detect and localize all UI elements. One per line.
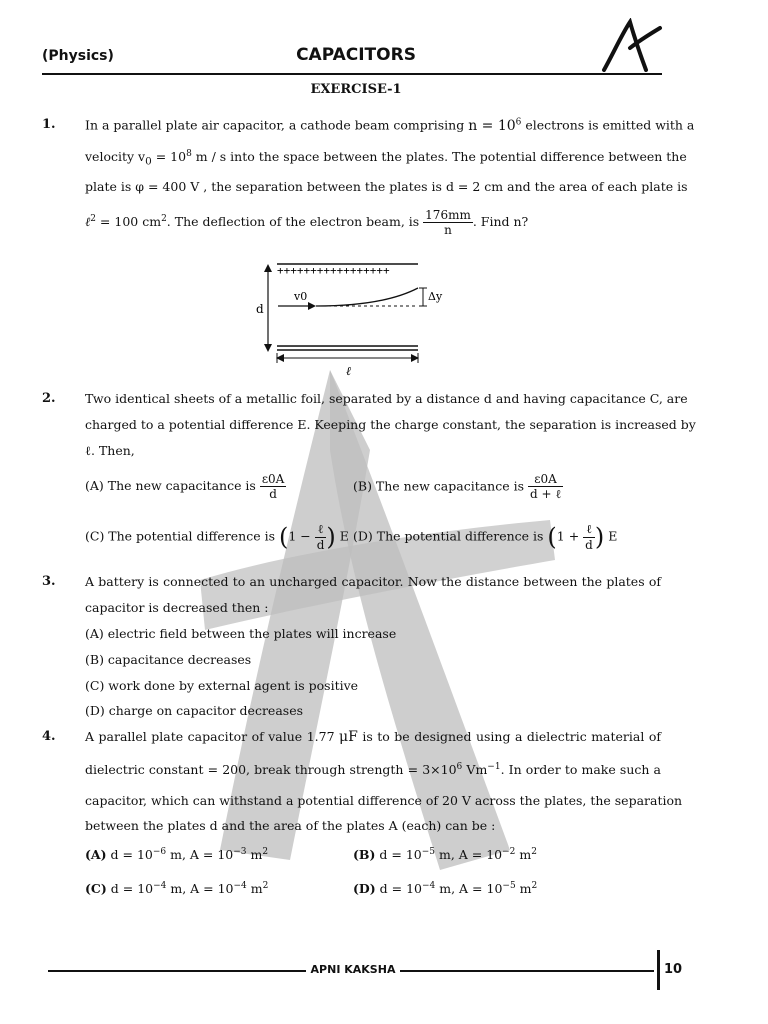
length-label: ℓ <box>346 364 351 378</box>
question-number: 2. <box>42 391 56 406</box>
capacitor-figure <box>250 258 450 378</box>
q4-line-2: dielectric constant = 200, break through strength = $3\times 10^6$ $Vm^{-1}$. In order to make such a <box>85 762 662 778</box>
q2-option-a: (A) The new capacitance is $\frac{\varepsilon 0A}{d}$ <box>85 472 285 501</box>
q4-option-c: (C) $d = 10^{-4}$ m, $A = 10^{-4}$ $m^2$ <box>85 881 269 897</box>
q3-option-d: (D) charge on capacitor decreases <box>85 703 304 718</box>
brand-logo <box>600 18 664 72</box>
q2-line-2: charged to a potential difference E. Keeping the charge constant, the separation is increased by <box>85 417 696 432</box>
q3-option-b: (B) capacitance decreases <box>85 652 252 667</box>
negative-plate-charges: _________________ <box>277 334 390 347</box>
q2-option-b: (B) The new capacitance is $\frac{\varepsilon 0A}{\text{d + ℓ}}$ <box>353 472 562 501</box>
q2-option-d: (D) The potential difference is (1 + $\frac{\text{ℓ}}{d}$ ) E <box>353 522 618 552</box>
page-number: 10 <box>664 962 683 977</box>
question-number: 1. <box>42 117 56 132</box>
deflection-fraction: $\frac{176mm}{n}$ <box>425 208 471 237</box>
q3-line-2: capacitor is decreased then : <box>85 600 269 615</box>
q4-line-1: A parallel plate capacitor of value 1.77 μF is to be designed using a dielectric material of <box>85 729 661 745</box>
q3-line-1: A battery is connected to an uncharged capacitor. Now the distance between the plates of <box>85 574 661 589</box>
q2-line-3: ℓ. Then, <box>85 443 135 458</box>
page-title: CAPACITORS <box>296 45 416 65</box>
question-number: 4. <box>42 729 56 744</box>
footer-brand: APNI KAKSHA <box>310 963 396 976</box>
deflection-label: Δy <box>428 290 443 303</box>
q4-option-d: (D) $d = 10^{-4}$ m, $A = 10^{-5}$ $m^2$ <box>353 881 538 897</box>
separation-label: d <box>256 302 264 316</box>
question-number: 3. <box>42 574 56 589</box>
q4-line-4: between the plates d and the area of the plates A (each) can be : <box>85 818 496 833</box>
footer-rule-left <box>48 970 306 972</box>
q2-option-c: (C) The potential difference is (1 − $\frac{\text{ℓ}}{d}$ ) E <box>85 522 349 552</box>
q1-line-4: ℓ$^2$ = 100 $cm^2$. The deflection of the electron beam, is $\frac{176mm}{n}$ . Find n? <box>85 208 529 237</box>
q1-line-3: plate is φ = 400 V , the separation between the plates is d = 2 cm and the area of each plate is <box>85 179 688 194</box>
q1-line-2: velocity $v_0 = 10^8$ m / s into the space between the plates. The potential difference between the <box>85 149 687 168</box>
velocity-label: v0 <box>294 290 308 303</box>
q3-option-c: (C) work done by external agent is positive <box>85 678 359 693</box>
footer-rule-right <box>400 970 654 972</box>
q1-line-1: In a parallel plate air capacitor, a cathode beam comprising $n = 10^6$ electrons is emitted with a <box>85 117 695 134</box>
exercise-heading: EXERCISE-1 <box>310 82 402 97</box>
q4-option-b: (B) $d = 10^{-5}$ m, $A = 10^{-2}$ $m^2$ <box>353 847 537 863</box>
q2-line-1: Two identical sheets of a metallic foil, separated by a distance d and having capacitance C, are <box>85 391 688 406</box>
subject-label: (Physics) <box>42 48 114 64</box>
q3-option-a: (A) electric field between the plates will increase <box>85 626 397 641</box>
positive-plate-charges: +++++++++++++++++ <box>277 264 390 277</box>
header-rule <box>42 73 662 75</box>
q4-option-a: (A) $d = 10^{-6}$ m, $A = 10^{-3}$ $m^2$ <box>85 847 269 863</box>
q4-line-3: capacitor, which can withstand a potential difference of 20 V across the plates, the separation <box>85 793 683 808</box>
footer-divider <box>657 950 660 990</box>
